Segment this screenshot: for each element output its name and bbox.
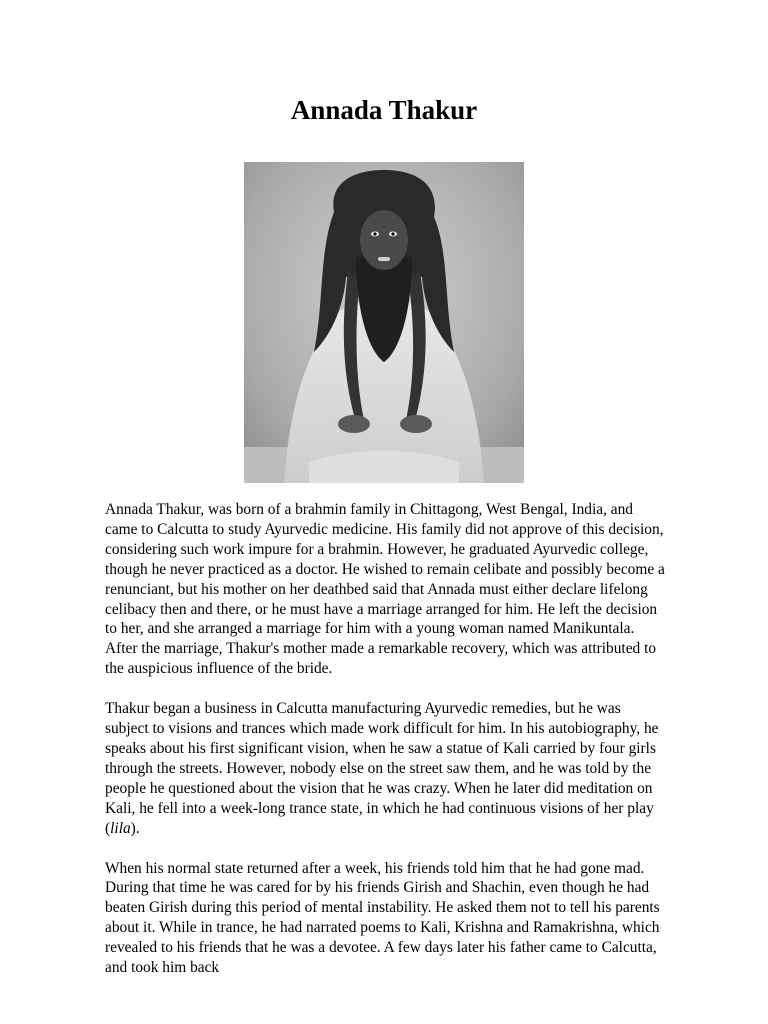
page-title: Annada Thakur [290, 95, 478, 125]
paragraph-2-text-before: Thakur began a business in Calcutta manufacturing Ayurvedic remedies, but he was subject to visions and trances which made work difficult for him. In his autobiography, he speaks about his first significant vision, when he saw a statue of Kali carried by four girls through the streets. However, nobody else on the street saw them, and he was told by the people he questioned about the vision that he was crazy. When he later did meditation on Kali, he fell into a week-long trance state, in which he had continuous visions of her play ( [105, 700, 659, 837]
italic-term-lila: lila [110, 819, 131, 837]
paragraph-1: Annada Thakur, was born of a brahmin family in Chittagong, West Bengal, India, and came to Calcutta to study Ayurvedic medicine. His family did not approve of this decision, considering such work impure for a brahmin. However, he graduated Ayurvedic college, though he never practiced as a doctor. He wished to remain celibate and possibly become a renunciant, but his mother on her deathbed said that Annada must either declare lifelong celibacy then and there, or he must have a marriage arranged for him. He left the decision to her, and she arranged a marriage for him with a young woman named Manikuntala. After the marriage, Thakur's mother made a remarkable recovery, which was attributed to the auspicious influence of the bride. [105, 501, 665, 678]
paragraph-3: When his normal state returned after a week, his friends told him that he had gone mad. During that time he was cared for by his friends Girish and Shachin, even though he had beaten Girish during this period of mental instability. He asked them not to tell his parents about it. While in trance, he had narrated poems to Kali, Krishna and Ramakrishna, which revealed to his friends that he was a devotee. A few days later his father came to Calcutta, and took him back [105, 859, 660, 977]
portrait-photo [244, 162, 524, 483]
paragraph-2-text-after: ). [130, 819, 140, 837]
body-text [105, 500, 665, 998]
paragraph-2 [105, 699, 665, 838]
